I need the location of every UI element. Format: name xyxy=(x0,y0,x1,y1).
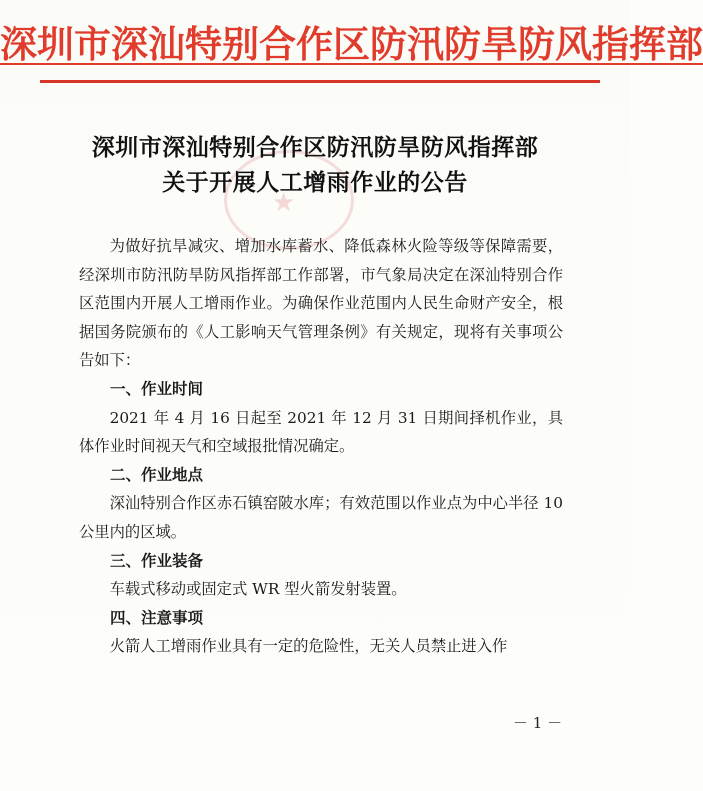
intro-paragraph: 为做好抗旱减灾、增加水库蓄水、降低森林火险等级等保障需要，经深圳市防汛防旱防风指挥部工作部署，市气象局决定在深汕特别合作区范围内开展人工增雨作业。为确保作业范围内人民生命财产安全，根据国务院颁布的《人工影响天气管理条例》有关规定，现将有关事项公告如下： xyxy=(79,237,563,370)
page-title-line-2: 关于开展人工增雨作业的公告 xyxy=(162,169,468,196)
page-number: － 1 － xyxy=(513,714,563,732)
document-body xyxy=(79,232,563,661)
section-text-time: 2021 年 4 月 16 日起至 2021 年 12 月 31 日期间择机作业，具体作业时间视天气和空域报批情况确定。 xyxy=(79,408,563,456)
letterhead: 深圳市深汕特别合作区防汛防旱防风指挥部 xyxy=(0,22,703,66)
section-text-notes: 火箭人工增雨作业具有一定的危险性，无关人员禁止进入作 xyxy=(109,637,508,656)
page-title-line-1: 深圳市深汕特别合作区防汛防旱防风指挥部 xyxy=(91,134,539,161)
faint-seal-star-icon: ★ xyxy=(272,188,296,218)
section-text-location: 深汕特别合作区赤石镇窑陂水库；有效范围以作业点为中心半径 10 公里内的区域。 xyxy=(79,494,563,541)
section-heading-time: 一、作业时间 xyxy=(110,379,204,398)
section-text-equipment: 车载式移动或固定式 WR 型火箭发射装置。 xyxy=(109,580,407,599)
section-heading-location: 二、作业地点 xyxy=(110,465,204,484)
section-heading-notes: 四、注意事项 xyxy=(110,608,204,627)
section-heading-equipment: 三、作业装备 xyxy=(110,551,204,570)
letterhead-red-rule xyxy=(40,80,600,83)
